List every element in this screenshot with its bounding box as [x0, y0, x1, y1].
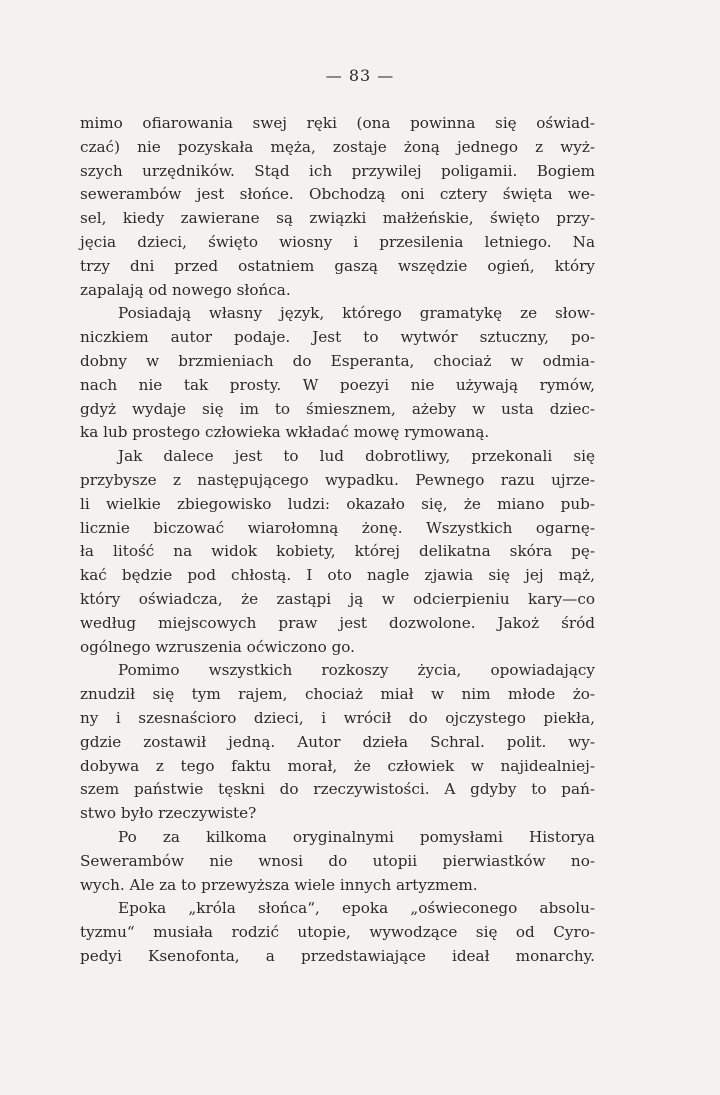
text-line: dobny w brzmieniach do Esperanta, chociaż w odmia- [80, 351, 595, 370]
text-line: Jak dalece jest to lud dobrotliwy, przekonali się [118, 447, 595, 466]
text-line: szych urzędników. Stąd ich przywilej poligamii. Bogiem [80, 161, 595, 180]
text-line: dobywa z tego faktu morał, że człowiek w najidealniej- [80, 756, 595, 775]
text-line: szem państwie tęskni do rzeczywistości. A gdyby to pań- [80, 780, 595, 799]
text-line: li wielkie zbiegowisko ludzi: okazało się, że miano pub- [80, 494, 595, 513]
text-line: znudził się tym rajem, chociaż miał w nim młode żo- [80, 685, 595, 704]
text-line: przybysze z następującego wypadku. Pewnego razu ujrze- [80, 470, 595, 489]
text-line: który oświadcza, że zastąpi ją w odcierpieniu kary—co [80, 589, 595, 608]
text-line: ka lub prostego człowieka wkładać mowę rymowaną. [80, 423, 490, 442]
text-line: wych. Ale za to przewyższa wiele innych artyzmem. [80, 875, 478, 894]
body-text [80, 112, 595, 969]
text-line: czać) nie pozyskała męża, zostaje żoną jednego z wyż- [80, 137, 595, 156]
text-line: licznie biczować wiarołomną żonę. Wszystkich ogarnę- [80, 518, 595, 537]
text-line: Pomimo wszystkich rozkoszy życia, opowiadający [118, 661, 595, 680]
text-line: nach nie tak prosty. W poezyi nie używają rymów, [80, 375, 595, 394]
text-line: stwo było rzeczywiste? [80, 804, 257, 823]
text-line: sewerambów jest słońce. Obchodzą oni cztery święta we- [80, 185, 595, 204]
text-line: mimo ofiarowania swej ręki (ona powinna się oświad- [80, 114, 595, 132]
page-number: — 83 — [325, 66, 395, 85]
text-line: gdyż wydaje się im to śmiesznem, ażeby w usta dziec- [80, 399, 595, 418]
text-line: kać będzie pod chłostą. I oto nagle zjawia się jej mąż, [80, 566, 595, 585]
text-line: Po za kilkoma oryginalnymi pomysłami Historya [118, 827, 595, 846]
text-line: Sewerambów nie wnosi do utopii pierwiastków no- [80, 851, 595, 870]
text-line: sel, kiedy zawierane są związki małżeńskie, święto przy- [80, 209, 595, 228]
text-line: gdzie zostawił jedną. Autor dzieła Schral. polit. wy- [80, 732, 595, 751]
text-line: zapalają od nowego słońca. [80, 280, 291, 299]
text-line: niczkiem autor podaje. Jest to wytwór sztuczny, po- [80, 328, 595, 347]
text-line: pedyi Ksenofonta, a przedstawiające ideał monarchy. [80, 946, 595, 965]
text-line: ogólnego wzruszenia oćwiczono go. [80, 637, 356, 656]
text-line: tyzmu“ musiała rodzić utopie, wywodzące się od Cyro- [80, 923, 595, 942]
text-line: ła litość na widok kobiety, której delikatna skóra pę- [80, 542, 595, 561]
text-line: Posiadają własny język, którego gramatykę ze słow- [118, 304, 595, 323]
text-line: jęcia dzieci, święto wiosny i przesilenia letniego. Na [80, 232, 595, 251]
text-line: Epoka „króla słońca“, epoka „oświeconego absolu- [118, 899, 595, 918]
text-line: według miejscowych praw jest dozwolone. Jakoż śród [80, 613, 595, 632]
text-line: ny i szesnaścioro dzieci, i wrócił do ojczystego piekła, [80, 708, 595, 727]
text-line: trzy dni przed ostatniem gaszą wszędzie ogień, który [80, 256, 595, 275]
